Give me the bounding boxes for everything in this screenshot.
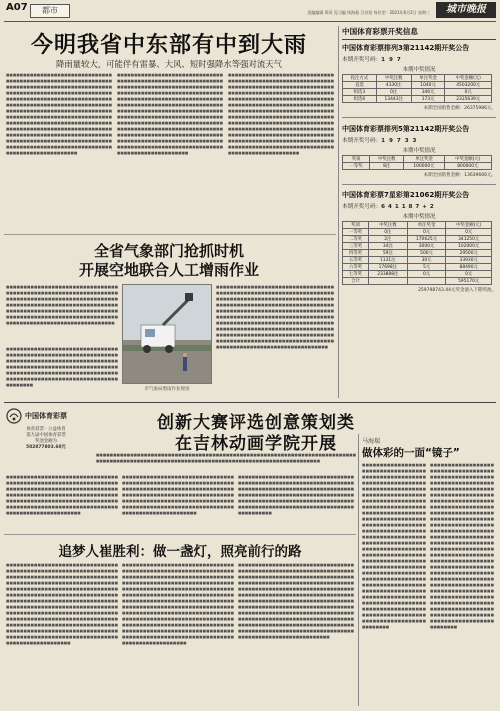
table-cell: 组选3	[343, 89, 377, 96]
p5-title: 中国体育彩票排列5第21142期开奖公告	[342, 124, 470, 133]
qxc-numbers-label: 本期开奖号码：	[342, 204, 382, 211]
section-rule-3	[4, 534, 356, 535]
table-cell: 3000元	[407, 243, 446, 250]
table-row	[343, 250, 492, 257]
p5-footer: 本期全国销售金额：13639666元。	[423, 172, 496, 178]
table-cell: 34注	[368, 243, 407, 250]
rain-photo-caption: 市气象局增雨作业现场	[144, 387, 190, 392]
table-cell: 88490元	[446, 264, 492, 271]
contest-headline-2: 在吉林动画学院开展	[175, 434, 337, 454]
contest-headline-1: 创新大赛评选创意策划类	[157, 413, 355, 433]
table-cell: 七等奖	[343, 271, 369, 278]
fc3d-footer: 本期全国销售金额：26375986元。	[423, 106, 496, 111]
section-label: 都市	[42, 6, 58, 15]
table-header: 奖项	[343, 222, 369, 229]
table-cell: 2注	[368, 236, 407, 243]
table-cell: 13443注	[376, 96, 411, 103]
contest-intro: ■■■■■■■■■■■■■■■■■■■■■■■■■■■■■■■■■■■■■■■■■■■■■■■■■■■■■■■■■■■■■■■■■■■■■■■■■■■■■■■■■■■■■■■■■■■■■■■■■■■■■■■■■■■■■■■■■■■■■■■■■■■■■■■■■■■■■■■■■■■■■■	[96, 453, 356, 463]
fc3d-numbers: 1 9 7	[381, 57, 402, 63]
table-row	[343, 82, 492, 89]
table-cell: 组选6	[343, 96, 377, 103]
table-row	[343, 229, 492, 236]
table-cell: 0注	[376, 89, 411, 96]
qxc-numbers: 6 4 1 1 8 7 + 2	[381, 204, 435, 211]
lead-body-col-2: ■■■■■■■■■■■■■■■■■■■■■■■■■■■■■■■■■■■■■■■■■■■■■■■■■■■■■■■■■■■■■■■■■■■■■■■■■■■■■■■■■■■■■■■■■■■■■■■■■■■■■■■■■■■■■■■■■■■■■■■■■■■■■■■■■■■■■■■■■■■■■■■■■■■■■■■■■■■■■■■■■■■■■■■■■■■■■■■■■■■■■■■■■■■■■■■■■■■■■■■■■■■■■■■■■■■■■■■■■■■■■■■■■■■■■■■■■■■■■■■■■■■■■■■■■■■■■■■■■■■■■■■■■■■■■■■■■■■■■■■■■■■■■■■■■■■■■■■■■■■■■■■■■■■■■■■■■■■■■■■■■■■■■■■■■■■■■■■■■■■■■■■■■■■■■■■■■■■■■■■■■■■■■■■■■■■■■■■■■■■■■■■■■■■■■■■■■■■■■■■■■■■■■■■■■■■■■■■■■■■■■■■■	[117, 73, 223, 155]
p5-table-title: 本期中奖情况	[402, 147, 436, 154]
table-cell: 五等奖	[343, 257, 369, 264]
column-body-col-2: ■■■■■■■■■■■■■■■■■■■■■■■■■■■■■■■■■■■■■■■■■■■■■■■■■■■■■■■■■■■■■■■■■■■■■■■■■■■■■■■■■■■■■■■■■■■■■■■■■■■■■■■■■■■■■■■■■■■■■■■■■■■■■■■■■■■■■■■■■■■■■■■■■■■■■■■■■■■■■■■■■■■■■■■■■■■■■■■■■■■■■■■■■■■■■■■■■■■■■■■■■■■■■■■■■■■■■■■■■■■■■■■■■■■■■■■■■■■■■■■■■■■■■■■■■■■■■■■■■■■■■■■■■■■■■■■■■■■■■■■■■■■■■■■■■■■■■■■■■■■■■■■■■■■■■■■■■■■■■■■■■■■■■■■■■■■■■■■■■■■■■■■■■■■■■■■■■■■■■■■■■■■■■■■■■■■■■■■■■■■■■■■■■■■■■■■■■■■■■■■■■■■■■■■■■■■■■■■■■■■■■■■■■■■■■■■■■■■■■■■■■■■■■■■■■■■■■■■■■■■■■■■■■■■■■■■■■■■■■■■■■■■■■■■■■■■■■■	[430, 463, 494, 629]
fc3d-numbers-label: 本期开奖号码：	[342, 57, 382, 63]
table-cell: 4503200元	[445, 82, 492, 89]
fc3d-table	[342, 74, 492, 103]
table-header-row	[343, 222, 492, 229]
table-header: 投注方式	[343, 75, 377, 82]
table-row	[343, 96, 492, 103]
chase-body-col-2: ■■■■■■■■■■■■■■■■■■■■■■■■■■■■■■■■■■■■■■■■■■■■■■■■■■■■■■■■■■■■■■■■■■■■■■■■■■■■■■■■■■■■■■■■■■■■■■■■■■■■■■■■■■■■■■■■■■■■■■■■■■■■■■■■■■■■■■■■■■■■■■■■■■■■■■■■■■■■■■■■■■■■■■■■■■■■■■■■■■■■■■■■■■■■■■■■■■■■■■■■■■■■■■■■■■■■■■■■■■■■■■■■■■■■■■■■■■■■■■■■■■■■■■■■■■■■■■■■■■■■■■■■■■■■■■■■■■■■■■■■■■■■■■■■■■■■■■■■■■■■■■■■■■■■■■■■■■■■■■■■■■■■■■■■■■■■■■■■■■■■■■■■■■■■■■■■■■■■■■■■■■■■■■■■■■■■■■■■■■■■■■■■■■■■■■■■■■■■■■■■■■■■■■■■■■■■■■■■■■■■■■■■■■■■■■■■■■■	[122, 563, 234, 645]
table-header: 奖项	[343, 155, 370, 162]
table-cell: 800000元	[444, 162, 491, 169]
lottery-panel	[342, 26, 496, 398]
table-cell: 0元	[407, 271, 446, 278]
logo-line-2: 第九届中国体育彩票	[26, 433, 66, 438]
table-row	[343, 278, 492, 285]
table-cell: 170625元	[407, 236, 446, 243]
table-cell: 四等奖	[343, 250, 369, 257]
table-row	[343, 236, 492, 243]
table-cell: 102000元	[446, 243, 492, 250]
table-cell: 三等奖	[343, 243, 369, 250]
p5-table	[342, 155, 492, 170]
qxc-table-title: 本期中奖情况	[402, 214, 436, 221]
rain-photo	[122, 284, 212, 384]
contest-body-col-2: ■■■■■■■■■■■■■■■■■■■■■■■■■■■■■■■■■■■■■■■■■■■■■■■■■■■■■■■■■■■■■■■■■■■■■■■■■■■■■■■■■■■■■■■■■■■■■■■■■■■■■■■■■■■■■■■■■■■■■■■■■■■■■■■■■■■■■■■■■■■■■■■■■■■■■■■■■■■■■■■■■■■■■■■■■■■■■■■■■■■■■■■■■■■■■■■■■■■■■■■■■■■■■■■■■■■■■■	[122, 475, 234, 515]
table-row	[343, 264, 492, 271]
qxc-title: 中国体育彩票7星彩第21062期开奖公告	[342, 191, 470, 200]
table-cell	[368, 278, 407, 285]
staff-line: 责编编辑 郑凤 见习编 周海燕 吕苏坚 每作型 · 2021年6月2日 星期三	[307, 10, 430, 15]
table-cell: 二等奖	[343, 236, 369, 243]
table-cell: 1131注	[368, 257, 407, 264]
table-row	[343, 271, 492, 278]
chase-body-col-3: ■■■■■■■■■■■■■■■■■■■■■■■■■■■■■■■■■■■■■■■■■■■■■■■■■■■■■■■■■■■■■■■■■■■■■■■■■■■■■■■■■■■■■■■■■■■■■■■■■■■■■■■■■■■■■■■■■■■■■■■■■■■■■■■■■■■■■■■■■■■■■■■■■■■■■■■■■■■■■■■■■■■■■■■■■■■■■■■■■■■■■■■■■■■■■■■■■■■■■■■■■■■■■■■■■■■■■■■■■■■■■■■■■■■■■■■■■■■■■■■■■■■■■■■■■■■■■■■■■■■■■■■■■■■■■■■■■■■■■■■■■■■■■■■■■■■■■■■■■■■■■■■■■■■■■■■■■■■■■■■■■■■■■■■■■■■■■■■■■■■■■■■■■■■■■■■■■■■■■■■■■■■■■■■■■■■■■■■■■■■■■■■■■■■■■■■■■■■■■■■■■■■■■■■■■■■■■■■■■■■■■■■■■■■■■■■■■■■	[238, 563, 354, 639]
table-header: 中奖金额(元)	[445, 75, 492, 82]
lottery-main-title: 中国体育彩票开奖信息	[342, 27, 418, 36]
table-cell: 0元	[446, 271, 492, 278]
rain-body-col-3: ■■■■■■■■■■■■■■■■■■■■■■■■■■■■■■■■■■■■■■■■■■■■■■■■■■■■■■■■■■■■■■■■■■■■■■■■■■■■■■■■■■■■■■■■■■■■■■■■■■■■■■■■■■■■■■■■■■■■■■■■■■■■■■■■■■■■■■■■■■■■■■■■■■■■■■■■■■■■■■■■■■■■■■■■■■■■■■■■■■■■■■■■■■■■■■■■■■■■■■■■■■■■■■■■■■■■■■■■■■■■■■■■■■■■■■■■■■■■■■■■■■■■■■■■■■■■■■■■■■■■■■■■■■■■■■■■■■■■■■■■■■■■■■■■■■■■■■■■■■■■■■■■■■■■■■■■■■■■■■■■■■■■■■■■■■■■■■■■■■■■■■■■■■■■■■■■■■■■■■■■■■■■■■■■■■■■■	[216, 285, 334, 349]
lottery-rule	[342, 39, 496, 40]
table-cell: 233888注	[368, 271, 407, 278]
lead-headline: 今明我省中东部有中到大雨	[30, 33, 307, 58]
contest-body-col-3: ■■■■■■■■■■■■■■■■■■■■■■■■■■■■■■■■■■■■■■■■■■■■■■■■■■■■■■■■■■■■■■■■■■■■■■■■■■■■■■■■■■■■■■■■■■■■■■■■■■■■■■■■■■■■■■■■■■■■■■■■■■■■■■■■■■■■■■■■■■■■■■■■■■■■■■■■■■■■■■■■■■■■■■■■■■■■■■■■■■■■■■■■■■■■■■■■■■■■■■■■■■■■■■■■■■■■■■	[238, 475, 354, 515]
table-cell: 合计	[343, 278, 369, 285]
qxc-table	[342, 221, 492, 285]
table-cell: 5元	[407, 264, 446, 271]
logo-line-3: 奖池金额为	[35, 439, 57, 444]
table-header: 中奖金额(元)	[444, 155, 491, 162]
table-header: 中奖金额(元)	[446, 222, 492, 229]
table-cell: 0元	[445, 89, 492, 96]
column-body-col-1: ■■■■■■■■■■■■■■■■■■■■■■■■■■■■■■■■■■■■■■■■■■■■■■■■■■■■■■■■■■■■■■■■■■■■■■■■■■■■■■■■■■■■■■■■■■■■■■■■■■■■■■■■■■■■■■■■■■■■■■■■■■■■■■■■■■■■■■■■■■■■■■■■■■■■■■■■■■■■■■■■■■■■■■■■■■■■■■■■■■■■■■■■■■■■■■■■■■■■■■■■■■■■■■■■■■■■■■■■■■■■■■■■■■■■■■■■■■■■■■■■■■■■■■■■■■■■■■■■■■■■■■■■■■■■■■■■■■■■■■■■■■■■■■■■■■■■■■■■■■■■■■■■■■■■■■■■■■■■■■■■■■■■■■■■■■■■■■■■■■■■■■■■■■■■■■■■■■■■■■■■■■■■■■■■■■■■■■■■■■■■■■■■■■■■■■■■■■■■■■■■■■■■■■■■■■■■■■■■■■■■■■■■■■■■■■■■■■■■■■■■■■■■■■■■■■■■■■■■■■■■■■■■■■■■■■■■■■■■■■■■■■■■■■■■■■■■■■	[362, 463, 426, 629]
table-header: 单注奖金	[407, 222, 446, 229]
table-cell: 595170元	[446, 278, 492, 285]
lottery-logo-text	[6, 427, 86, 451]
rain-body-col-1: ■■■■■■■■■■■■■■■■■■■■■■■■■■■■■■■■■■■■■■■■■■■■■■■■■■■■■■■■■■■■■■■■■■■■■■■■■■■■■■■■■■■■■■■■■■■■■■■■■■■■■■■■■■■■■■■■■■■■■■■■■■■■■■■■■■■■■■■■■■■■■■■■■■■■■■■■■■■■■■■■■■■■■■■■■■■■■■■■■■■■■■■■■■■■■■■■■■■■■■■■■■■■■■■■■■■■■■■■■■■■■■■■	[6, 285, 118, 325]
fc3d-numbers-line	[342, 55, 496, 63]
logo-line-1: 体育彩票 · 公益体育	[26, 427, 66, 432]
table-cell	[407, 278, 446, 285]
header-rule	[4, 21, 496, 22]
contest-body-col-1: ■■■■■■■■■■■■■■■■■■■■■■■■■■■■■■■■■■■■■■■■■■■■■■■■■■■■■■■■■■■■■■■■■■■■■■■■■■■■■■■■■■■■■■■■■■■■■■■■■■■■■■■■■■■■■■■■■■■■■■■■■■■■■■■■■■■■■■■■■■■■■■■■■■■■■■■■■■■■■■■■■■■■■■■■■■■■■■■■■■■■■■■■■■■■■■■■■■■■■■■■■■■■■■■■■■■■■■	[6, 475, 118, 515]
table-cell: 100000元	[404, 162, 444, 169]
column-author: 马海瑞	[362, 438, 381, 445]
table-cell: 4330注	[376, 82, 411, 89]
table-cell: 30元	[407, 257, 446, 264]
lottery-divider	[342, 184, 496, 185]
table-cell: 1040元	[411, 82, 445, 89]
brand-logo: 城市晚报	[436, 2, 496, 18]
table-header: 单注奖金	[404, 155, 444, 162]
section-rule-1	[4, 234, 336, 235]
table-cell: 一等奖	[343, 229, 369, 236]
qxc-footer: 259798743.44元奖金滚入下期奖池。	[418, 288, 496, 294]
table-header-row	[343, 75, 492, 82]
rain-headline-2: 开展空地联合人工增雨作业	[78, 261, 259, 279]
lottery-divider	[342, 117, 496, 118]
table-header: 中奖注数	[368, 222, 407, 229]
table-cell: 0注	[368, 229, 407, 236]
p5-numbers-line	[342, 136, 496, 144]
table-row	[343, 89, 492, 96]
lead-body-col-1: ■■■■■■■■■■■■■■■■■■■■■■■■■■■■■■■■■■■■■■■■■■■■■■■■■■■■■■■■■■■■■■■■■■■■■■■■■■■■■■■■■■■■■■■■■■■■■■■■■■■■■■■■■■■■■■■■■■■■■■■■■■■■■■■■■■■■■■■■■■■■■■■■■■■■■■■■■■■■■■■■■■■■■■■■■■■■■■■■■■■■■■■■■■■■■■■■■■■■■■■■■■■■■■■■■■■■■■■■■■■■■■■■■■■■■■■■■■■■■■■■■■■■■■■■■■■■■■■■■■■■■■■■■■■■■■■■■■■■■■■■■■■■■■■■■■■■■■■■■■■■■■■■■■■■■■■■■■■■■■■■■■■■■■■■■■■■■■■■■■■■■■■■■■■■■■■■■■■■■■■■■■■■■■■■■■■■■■■■■■■■■■■■■■■■■■■■■■■■■■■■■■■■■■■■■■■■■■■■■■■■■■■■	[6, 73, 112, 155]
lottery-logo-icon	[6, 408, 22, 424]
column-headline: 做体彩的一面“镜子”	[362, 447, 460, 459]
table-header: 中奖注数	[370, 155, 404, 162]
section-tag	[30, 4, 70, 18]
section-rule-2	[4, 402, 496, 403]
table-cell: 346元	[411, 89, 445, 96]
rain-body-col-1b: ■■■■■■■■■■■■■■■■■■■■■■■■■■■■■■■■■■■■■■■■■■■■■■■■■■■■■■■■■■■■■■■■■■■■■■■■■■■■■■■■■■■■■■■■■■■■■■■■■■■■■■■■■■■■■■■■■■■■■■■■■■■■■■■■■■■■■■■■■■■■■■■■■■■■■■■■■■■■■■■■■■■■■■■■■■■■■■■■■■■■■■■■■■■■■■■■■■■■■■■■	[6, 347, 118, 387]
logo-line-4: 502877803.60元	[26, 445, 66, 450]
lottery-logo	[6, 408, 86, 424]
table-cell: 29500元	[446, 250, 492, 257]
fc3d-table-title: 本期中奖情况	[402, 67, 436, 73]
rain-headline-1: 全省气象部门抢抓时机	[93, 242, 244, 260]
p5-numbers: 1 9 7 3 3	[381, 137, 418, 144]
column-divider	[338, 26, 339, 398]
table-cell: 59注	[368, 250, 407, 257]
table-cell: 0元	[446, 229, 492, 236]
table-row	[343, 162, 492, 169]
table-cell: 2325639元	[445, 96, 492, 103]
lead-subhead: 降雨量较大，可能伴有雷暴、大风、短时强降水等强对流天气	[55, 59, 283, 69]
page-code: A07	[6, 2, 28, 13]
table-cell: 六等奖	[343, 264, 369, 271]
table-header-row	[343, 155, 492, 162]
table-cell: 341250元	[446, 236, 492, 243]
table-header: 单注奖金	[411, 75, 445, 82]
chase-headline: 追梦人崔胜利：做一盏灯，照亮前行的路	[58, 544, 302, 560]
column-divider-2	[358, 434, 359, 706]
table-cell: 一等奖	[343, 162, 370, 169]
table-header: 中奖注数	[376, 75, 411, 82]
chase-body-col-1: ■■■■■■■■■■■■■■■■■■■■■■■■■■■■■■■■■■■■■■■■■■■■■■■■■■■■■■■■■■■■■■■■■■■■■■■■■■■■■■■■■■■■■■■■■■■■■■■■■■■■■■■■■■■■■■■■■■■■■■■■■■■■■■■■■■■■■■■■■■■■■■■■■■■■■■■■■■■■■■■■■■■■■■■■■■■■■■■■■■■■■■■■■■■■■■■■■■■■■■■■■■■■■■■■■■■■■■■■■■■■■■■■■■■■■■■■■■■■■■■■■■■■■■■■■■■■■■■■■■■■■■■■■■■■■■■■■■■■■■■■■■■■■■■■■■■■■■■■■■■■■■■■■■■■■■■■■■■■■■■■■■■■■■■■■■■■■■■■■■■■■■■■■■■■■■■■■■■■■■■■■■■■■■■■■■■■■■■■■■■■■■■■■■■■■■■■■■■■■■■■■■■■■■■■■■■■■■■■■■■■■■■■■■■■■■■■■■■	[6, 563, 118, 645]
table-cell: 173元	[411, 96, 445, 103]
table-cell: 8注	[370, 162, 404, 169]
table-cell: 33930元	[446, 257, 492, 264]
table-cell: 17698注	[368, 264, 407, 271]
lottery-logo-block	[6, 408, 86, 468]
lead-body-col-3: ■■■■■■■■■■■■■■■■■■■■■■■■■■■■■■■■■■■■■■■■■■■■■■■■■■■■■■■■■■■■■■■■■■■■■■■■■■■■■■■■■■■■■■■■■■■■■■■■■■■■■■■■■■■■■■■■■■■■■■■■■■■■■■■■■■■■■■■■■■■■■■■■■■■■■■■■■■■■■■■■■■■■■■■■■■■■■■■■■■■■■■■■■■■■■■■■■■■■■■■■■■■■■■■■■■■■■■■■■■■■■■■■■■■■■■■■■■■■■■■■■■■■■■■■■■■■■■■■■■■■■■■■■■■■■■■■■■■■■■■■■■■■■■■■■■■■■■■■■■■■■■■■■■■■■■■■■■■■■■■■■■■■■■■■■■■■■■■■■■■■■■■■■■■■■■■■■■■■■■■■■■■■■■■■■■■■■■■■■■■■■■■■■■■■■■■■■■■■■■■■■■■■■■■■■■■■■■■■■■■■■■■■	[228, 73, 334, 155]
fc3d-title: 中国体育彩票排列3第21142期开奖公告	[342, 44, 470, 52]
table-cell: 直选	[343, 82, 377, 89]
table-row	[343, 243, 492, 250]
page-header	[0, 0, 500, 22]
rain-photo-image	[123, 285, 212, 384]
table-cell: 0元	[407, 229, 446, 236]
table-cell: 500元	[407, 250, 446, 257]
qxc-numbers-line	[342, 202, 496, 210]
table-row	[343, 257, 492, 264]
p5-numbers-label: 本期开奖号码：	[342, 137, 382, 144]
lottery-logo-org: 中国体育彩票	[25, 412, 67, 420]
